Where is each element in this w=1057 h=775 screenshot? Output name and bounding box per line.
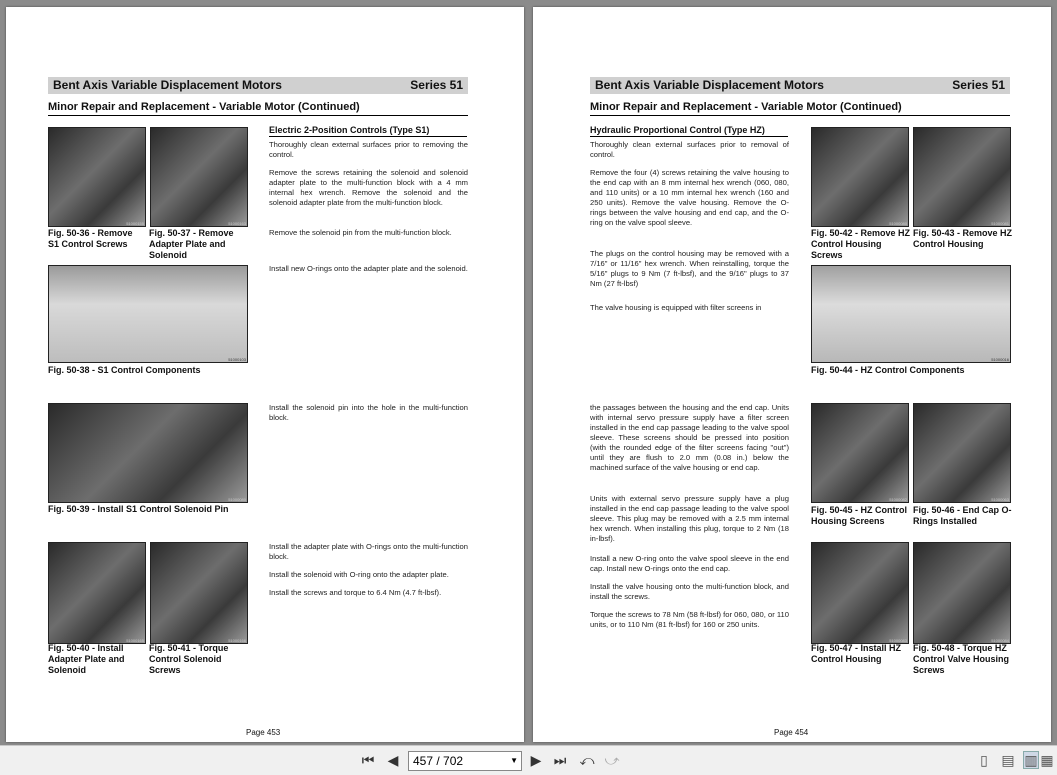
photo-fig-50-42: 51000080 bbox=[811, 127, 909, 227]
paragraph: Remove the four (4) screws retaining the valve housing to the end cap with an 8 mm internal hex wrench (060, 080, and 110 units) or a 10 mm internal hex wrench (160 and 250 units). Remove the valve housing. Remove the O-rings between the valve housing and end cap, and the O-ring on the valve spool sleeve. bbox=[590, 168, 789, 227]
paragraph: Remove the solenoid pin from the multi-function block. bbox=[269, 228, 452, 237]
photo-fig-50-39: 51000080 bbox=[48, 403, 248, 503]
header-title: Bent Axis Variable Displacement Motors bbox=[595, 78, 824, 92]
paragraph: Install the adapter plate with O-rings onto the multi-function block. bbox=[269, 542, 468, 561]
photo-fig-50-44: 51000016 bbox=[811, 265, 1011, 363]
page-453 bbox=[6, 7, 524, 742]
paragraph: The plugs on the control housing may be removed with a 7/16" or 11/16" hex wrench. When reinstalling, torque the 5/16" plugs to 9 Nm (7 ft-lbsf), and the 9/16" plugs to 37 Nm (27 ft-lbsf) bbox=[590, 249, 789, 288]
paragraph: Remove the screws retaining the solenoid and solenoid adapter plate to the multi-function block with a 4 mm internal hex wrench. Remove the solenoid and the solenoid adapter plate from the multi-function block. bbox=[269, 168, 468, 207]
caption-fig-50-39: Fig. 50-39 - Install S1 Control Solenoid Pin bbox=[48, 504, 229, 514]
section-subheader: Minor Repair and Replacement - Variable Motor (Continued) bbox=[48, 101, 468, 116]
paragraph: Install a new O-ring onto the valve spool sleeve in the end cap. Install new O-rings onto the end cap. bbox=[590, 554, 789, 573]
caption-fig-50-44: Fig. 50-44 - HZ Control Components bbox=[811, 365, 965, 375]
paragraph: Units with external servo pressure supply have a plug installed in the end cap passage leading to the valve spool sleeve. This plug may be removed with a 2.5 mm internal hex wrench. When installing this plug, torque to 2 Nm (18 in-lbsf). bbox=[590, 494, 789, 543]
first-page-icon[interactable]: ⏮ bbox=[361, 752, 375, 768]
caption-fig-50-47: Fig. 50-47 - Install HZ Control Housing bbox=[811, 643, 902, 664]
last-page-icon[interactable]: ⏭ bbox=[553, 752, 567, 768]
caption-fig-50-41: Fig. 50-41 - Torque Control Solenoid Screws bbox=[149, 643, 229, 675]
two-page-view-icon[interactable]: ▥ bbox=[1024, 752, 1038, 768]
page-number: Page 454 bbox=[774, 728, 809, 737]
caption-fig-50-36: Fig. 50-36 - Remove S1 Control Screws bbox=[48, 228, 133, 249]
caption-fig-50-42: Fig. 50-42 - Remove HZ Control Housing Screws bbox=[811, 228, 911, 260]
caption-fig-50-37: Fig. 50-37 - Remove Adapter Plate and Solenoid bbox=[149, 228, 234, 260]
page-number-input[interactable] bbox=[408, 751, 522, 771]
next-page-icon[interactable]: ▶ bbox=[530, 752, 542, 768]
paragraph: Install the valve housing onto the multi-function block, and install the screws. bbox=[590, 582, 789, 601]
chevron-down-icon[interactable]: ▼ bbox=[510, 756, 518, 765]
paragraph: Install the solenoid pin into the hole in the multi-function block. bbox=[269, 403, 468, 422]
caption-fig-50-43: Fig. 50-43 - Remove HZ Control Housing bbox=[913, 228, 1013, 249]
previous-page-icon[interactable]: ◀ bbox=[387, 752, 399, 768]
caption-fig-50-40: Fig. 50-40 - Install Adapter Plate and Solenoid bbox=[48, 643, 125, 675]
photo-fig-50-40: 51000165 bbox=[48, 542, 146, 644]
viewer-toolbar bbox=[0, 745, 1057, 775]
header-bar bbox=[590, 77, 1010, 94]
paragraph: Install the screws and torque to 6.4 Nm (4.7 ft-lbsf). bbox=[269, 588, 442, 597]
paragraph: Torque the screws to 78 Nm (58 ft-lbsf) for 060, 080, or 110 units, or to 110 Nm (81 ft-lbsf) for 160 or 250 units. bbox=[590, 610, 789, 629]
photo-fig-50-48: 51000084 bbox=[913, 542, 1011, 644]
two-page-continuous-view-icon[interactable]: ▦ bbox=[1040, 752, 1054, 768]
previous-view-icon[interactable]: ⤺ bbox=[579, 752, 595, 768]
paragraph: Install new O-rings onto the adapter plate and the solenoid. bbox=[269, 264, 468, 273]
section-title-hz: Hydraulic Proportional Control (Type HZ) bbox=[590, 125, 788, 137]
header-bar bbox=[48, 77, 468, 94]
page-number: Page 453 bbox=[246, 728, 281, 737]
photo-fig-50-36: 51000155 bbox=[48, 127, 146, 227]
photo-fig-50-46: 51000063 bbox=[913, 403, 1011, 503]
next-view-icon[interactable]: ⤻ bbox=[604, 752, 620, 768]
photo-fig-50-41: 51000166 bbox=[150, 542, 248, 644]
caption-fig-50-45: Fig. 50-45 - HZ Control Housing Screens bbox=[811, 505, 908, 526]
paragraph: Thoroughly clean external surfaces prior to removing the control. bbox=[269, 140, 468, 159]
photo-fig-50-47: 51000083 bbox=[811, 542, 909, 644]
page-454 bbox=[533, 7, 1051, 742]
header-series: Series 51 bbox=[410, 78, 463, 92]
single-page-view-icon[interactable]: ▯ bbox=[980, 752, 988, 768]
section-subheader: Minor Repair and Replacement - Variable Motor (Continued) bbox=[590, 101, 1010, 116]
caption-fig-50-48: Fig. 50-48 - Torque HZ Control Valve Housing Screws bbox=[913, 643, 1010, 675]
header-series: Series 51 bbox=[952, 78, 1005, 92]
paragraph: the passages between the housing and the end cap. Units with internal servo pressure supply have a filter screen installed in the end cap passage leading to the valve spool sleeve. These screens should be pressed into position (with the rounded edge of the filter screens facing "out") until they are flush to 2.0 mm (0.08 in.) below the machined surface of the valve housing or end cap. bbox=[590, 403, 789, 472]
continuous-view-icon[interactable]: ▤ bbox=[1001, 752, 1015, 768]
photo-fig-50-45: 51000082 bbox=[811, 403, 909, 503]
photo-fig-50-38: 51000103 bbox=[48, 265, 248, 363]
header-title: Bent Axis Variable Displacement Motors bbox=[53, 78, 282, 92]
photo-fig-50-37: 51000163 bbox=[150, 127, 248, 227]
paragraph: Thoroughly clean external surfaces prior to removal of control. bbox=[590, 140, 789, 159]
page-indicator[interactable]: 457 / 702 bbox=[413, 754, 464, 768]
caption-fig-50-46: Fig. 50-46 - End Cap O-Rings Installed bbox=[913, 505, 1012, 526]
section-title-s1: Electric 2-Position Controls (Type S1) bbox=[269, 125, 467, 137]
caption-fig-50-38: Fig. 50-38 - S1 Control Components bbox=[48, 365, 201, 375]
paragraph: The valve housing is equipped with filter screens in bbox=[590, 303, 762, 312]
paragraph: Install the solenoid with O-ring onto the adapter plate. bbox=[269, 570, 449, 579]
photo-fig-50-43: 51000081 bbox=[913, 127, 1011, 227]
